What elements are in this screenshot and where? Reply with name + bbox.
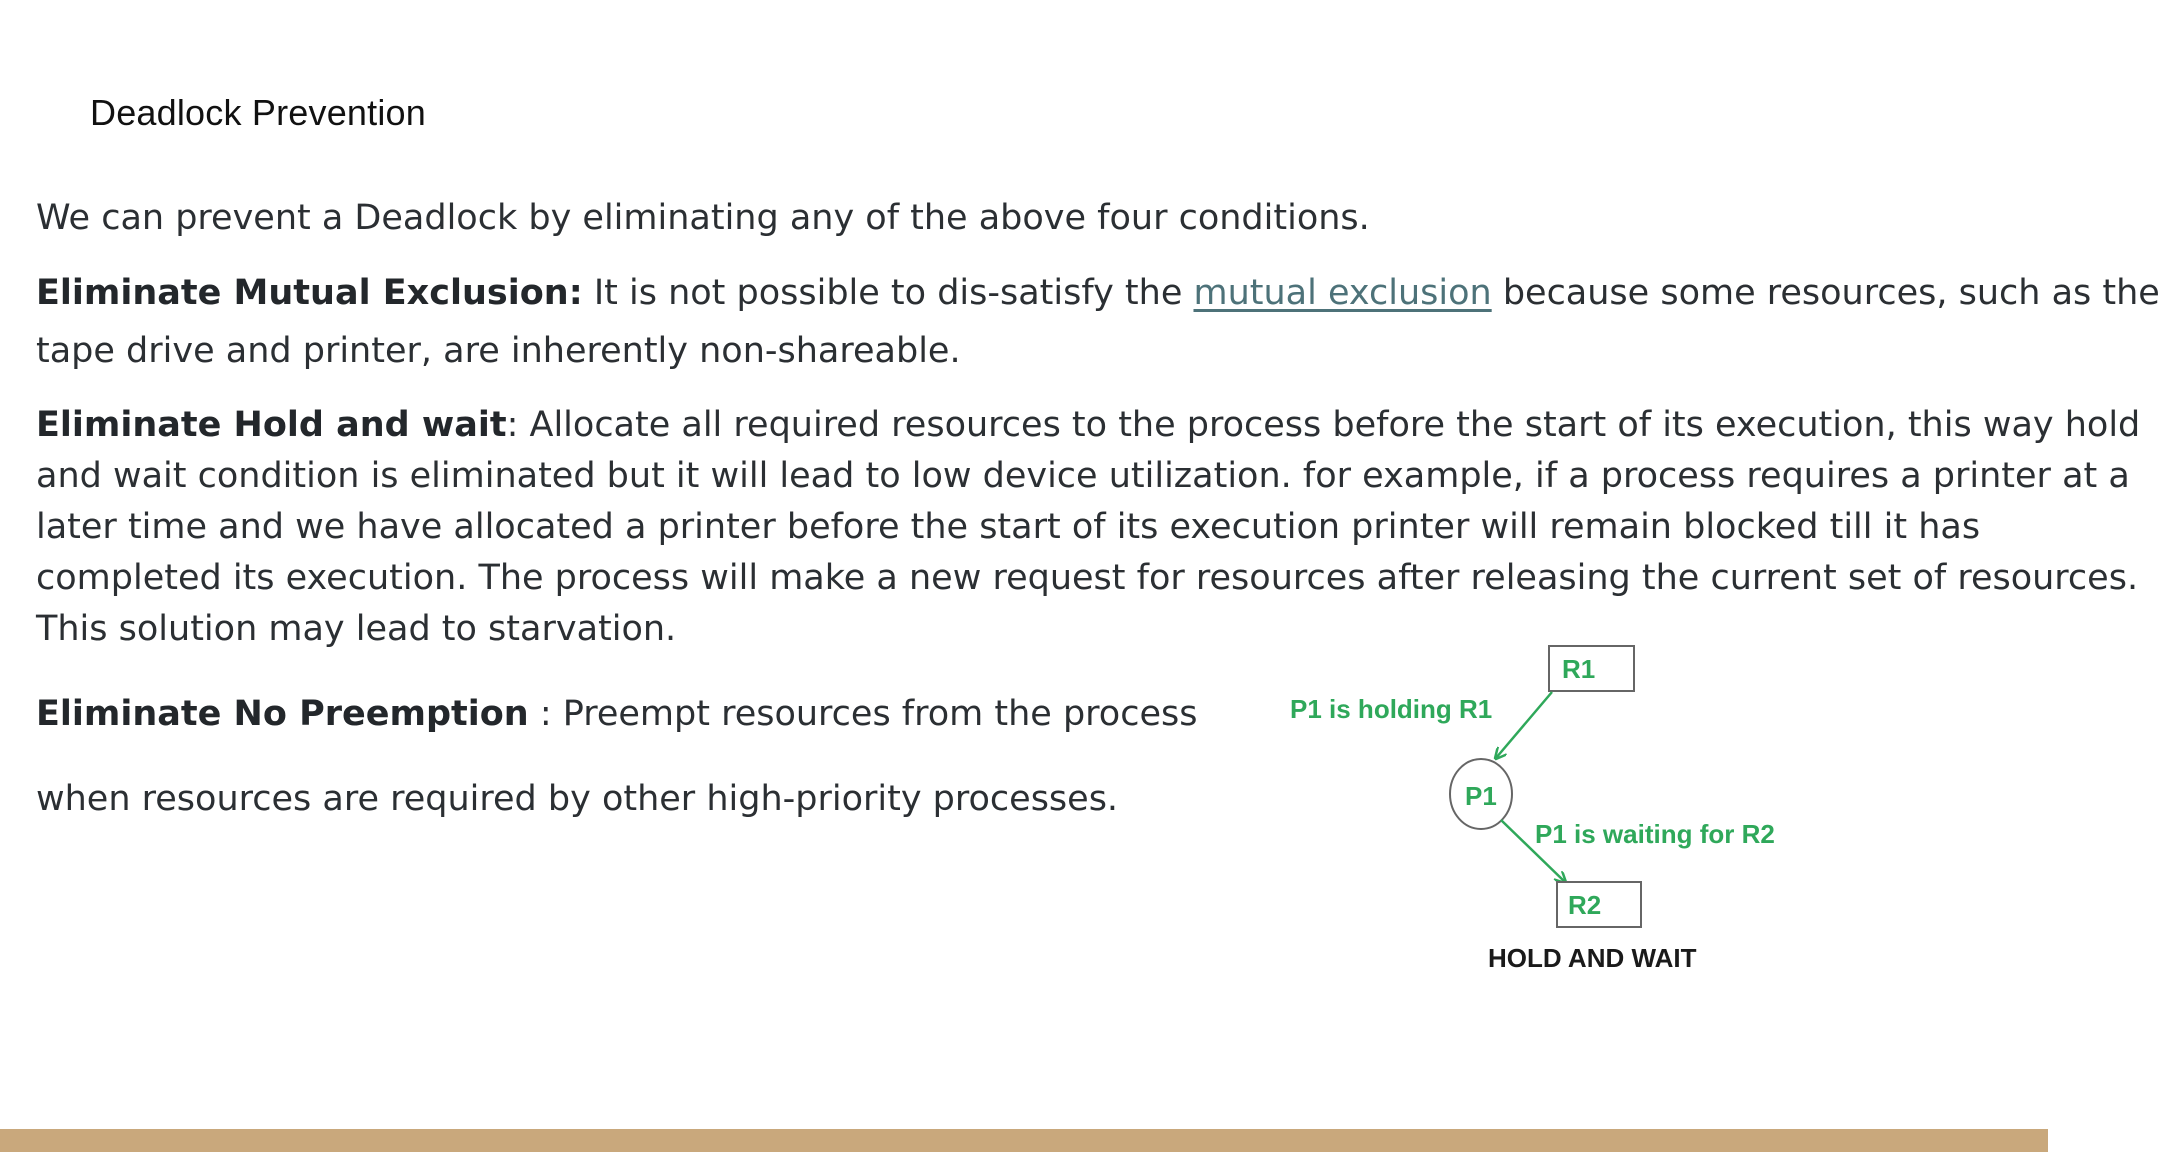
diagram-caption: HOLD AND WAIT: [1488, 943, 1697, 973]
hold-and-wait-line-3: later time and we have allocated a printer before the start of its execution printer will remain blocked till it has: [36, 507, 1981, 547]
holding-label: P1 is holding R1: [1290, 694, 1493, 724]
no-preemption-line-2: when resources are required by other high-priority processes.: [36, 779, 1119, 819]
hold-and-wait-paragraph: [36, 400, 2141, 451]
waiting-label: P1 is waiting for R2: [1535, 819, 1775, 849]
mutual-exclusion-text-after: because some resources, such as the: [1491, 273, 2160, 313]
no-preemption-heading: Eliminate No Preemption: [36, 694, 529, 734]
r1-label: R1: [1562, 654, 1596, 684]
hold-and-wait-line-4: completed its execution. The process will make a new request for resources after releasing the current set of resources.: [36, 558, 2139, 598]
p1-label: P1: [1465, 781, 1497, 811]
hold-and-wait-text: : Allocate all required resources to the process before the start of its execution, this way hold: [506, 405, 2141, 445]
no-preemption-text: : Preempt resources from the process: [528, 694, 1198, 734]
hold-and-wait-heading: Eliminate Hold and wait: [36, 405, 507, 445]
mutual-exclusion-line-2: tape drive and printer, are inherently non-shareable.: [36, 331, 961, 371]
hold-and-wait-diagram: [1240, 620, 1800, 980]
mutual-exclusion-heading: Eliminate Mutual Exclusion:: [36, 273, 583, 313]
intro-paragraph: We can prevent a Deadlock by eliminating any of the above four conditions.: [36, 198, 1370, 238]
r2-label: R2: [1568, 890, 1602, 920]
holding-arrow: [1496, 692, 1552, 758]
footer-bar: [0, 1129, 2048, 1152]
mutual-exclusion-text: It is not possible to dis-satisfy the: [582, 273, 1194, 313]
diagram-graphics: [1240, 620, 1800, 980]
mutual-exclusion-paragraph: [36, 268, 2160, 319]
slide-title: Deadlock Prevention: [90, 92, 426, 133]
hold-and-wait-line-2: and wait condition is eliminated but it will lead to low device utilization. for example, if a process requires a printer at a: [36, 456, 2130, 496]
mutual-exclusion-link[interactable]: mutual exclusion: [1193, 273, 1492, 313]
hold-and-wait-line-5: This solution may lead to starvation.: [36, 609, 677, 649]
